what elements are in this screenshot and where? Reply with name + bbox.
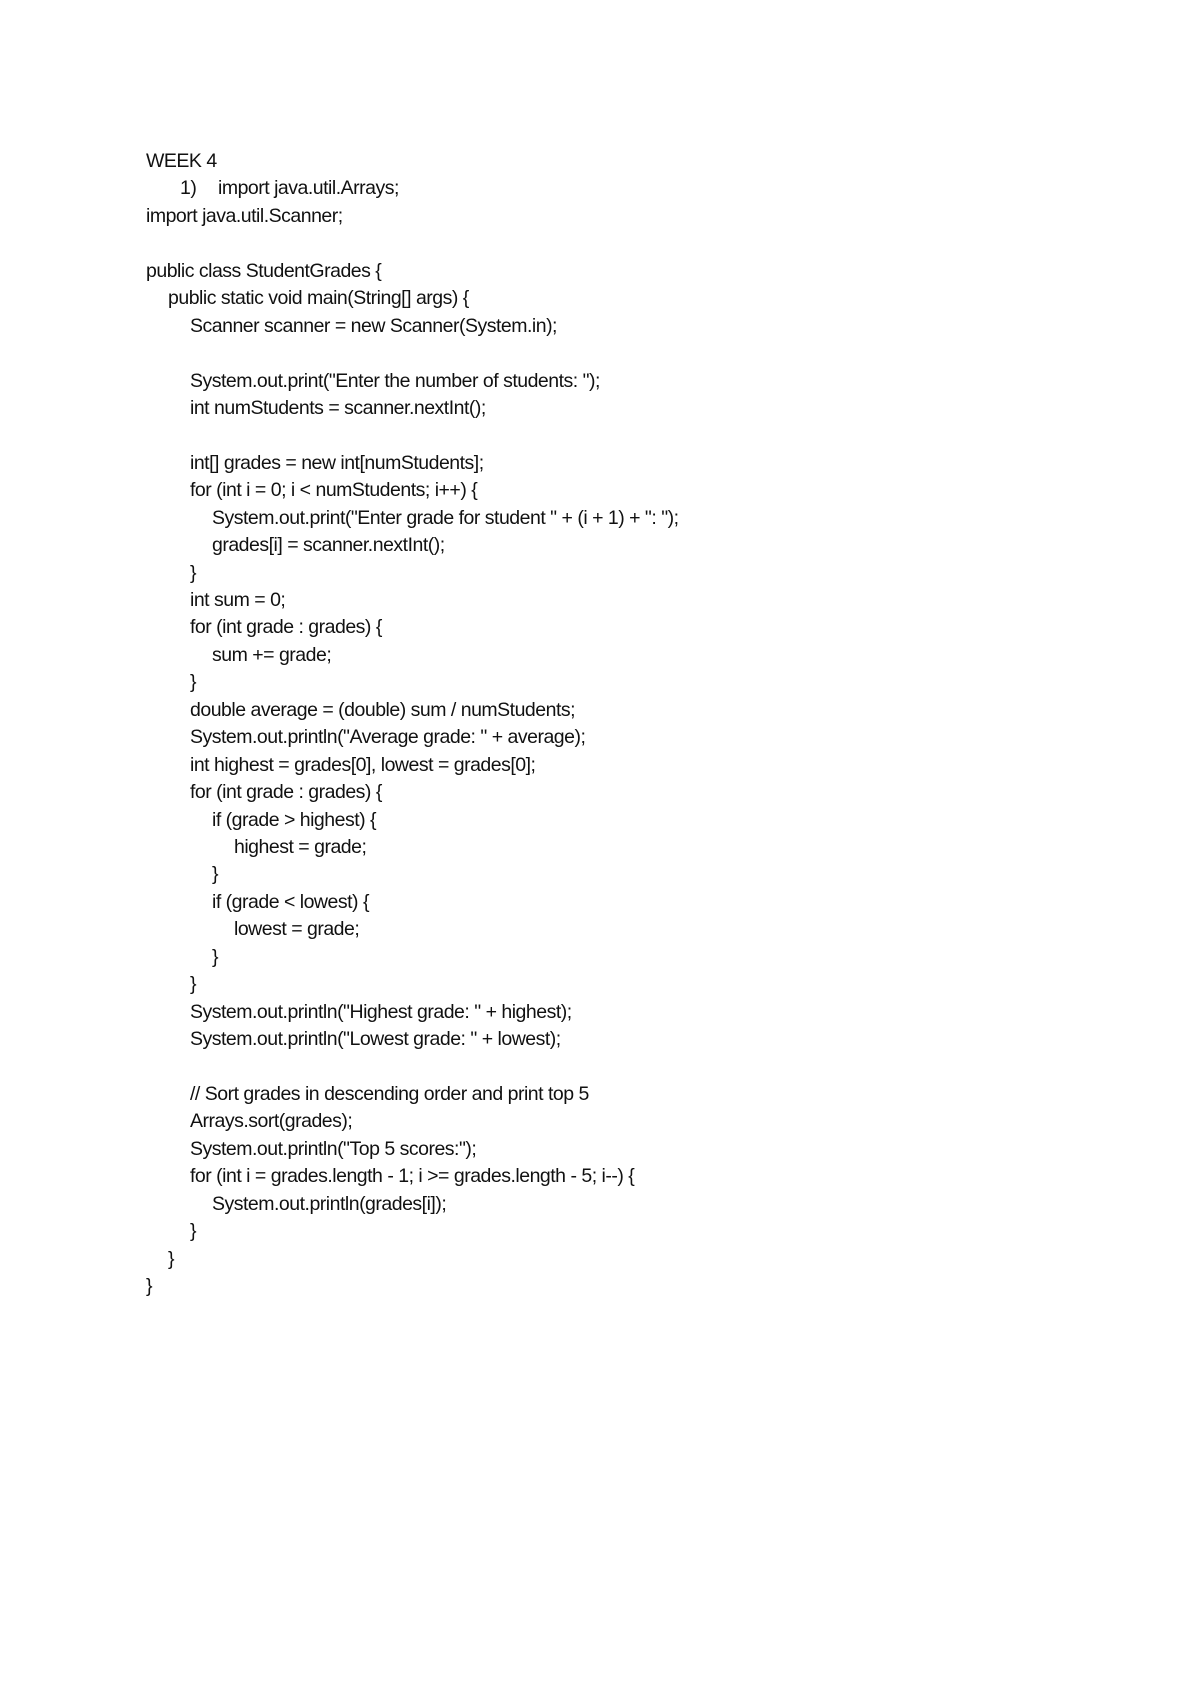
code-line: } xyxy=(190,1220,197,1243)
code-line: System.out.println("Average grade: " + average); xyxy=(190,726,586,749)
code-line: int numStudents = scanner.nextInt(); xyxy=(190,396,486,419)
code-line: for (int grade : grades) { xyxy=(190,781,382,804)
code-line: int highest = grades[0], lowest = grades[0]; xyxy=(190,753,536,776)
code-line: System.out.println("Highest grade: " + highest); xyxy=(190,1000,572,1023)
code-line: } xyxy=(146,1274,153,1297)
code-line: } xyxy=(212,945,219,968)
blank-line xyxy=(146,422,679,449)
code-line: Arrays.sort(grades); xyxy=(190,1110,353,1133)
code-line: } xyxy=(190,561,197,584)
code-line: } xyxy=(212,863,219,886)
code-line: if (grade > highest) { xyxy=(212,808,377,831)
code-line: } xyxy=(168,1247,175,1270)
numbered-list-item xyxy=(146,175,679,202)
code-line: lowest = grade; xyxy=(234,918,360,941)
code-line: double average = (double) sum / numStudents; xyxy=(190,698,576,721)
heading: WEEK 4 xyxy=(146,150,217,172)
code-line: System.out.println(grades[i]); xyxy=(212,1192,447,1215)
code-line: for (int i = grades.length - 1; i >= grades.length - 5; i--) { xyxy=(190,1165,635,1188)
code-line: System.out.print("Enter the number of students: "); xyxy=(190,369,600,392)
blank-line xyxy=(146,340,679,367)
code-line: public class StudentGrades { xyxy=(146,259,382,282)
code-line: System.out.println("Lowest grade: " + lowest); xyxy=(190,1028,561,1050)
code-line: highest = grade; xyxy=(234,835,367,858)
code-line: Scanner scanner = new Scanner(System.in); xyxy=(190,314,557,337)
code-line: for (int grade : grades) { xyxy=(190,616,382,639)
code-line: int sum = 0; xyxy=(190,589,286,611)
code-line: System.out.print("Enter grade for student " + (i + 1) + ": "); xyxy=(212,506,679,529)
list-number: 1) xyxy=(180,177,197,200)
code-line: sum += grade; xyxy=(212,643,332,666)
code-line: System.out.println("Top 5 scores:"); xyxy=(190,1137,477,1160)
code-line: import java.util.Scanner; xyxy=(146,204,343,227)
code-line: grades[i] = scanner.nextInt(); xyxy=(212,534,445,557)
code-line: import java.util.Arrays; xyxy=(218,177,399,200)
code-line: } xyxy=(190,671,197,694)
document-body xyxy=(146,148,679,1300)
code-comment: // Sort grades in descending order and print top 5 xyxy=(190,1082,589,1105)
blank-line xyxy=(146,230,679,257)
code-line: public static void main(String[] args) { xyxy=(168,287,469,310)
code-line: int[] grades = new int[numStudents]; xyxy=(190,451,484,474)
code-line: if (grade < lowest) { xyxy=(212,890,369,913)
blank-line xyxy=(146,1053,679,1080)
code-line: } xyxy=(190,973,197,996)
code-line: for (int i = 0; i < numStudents; i++) { xyxy=(190,479,478,502)
